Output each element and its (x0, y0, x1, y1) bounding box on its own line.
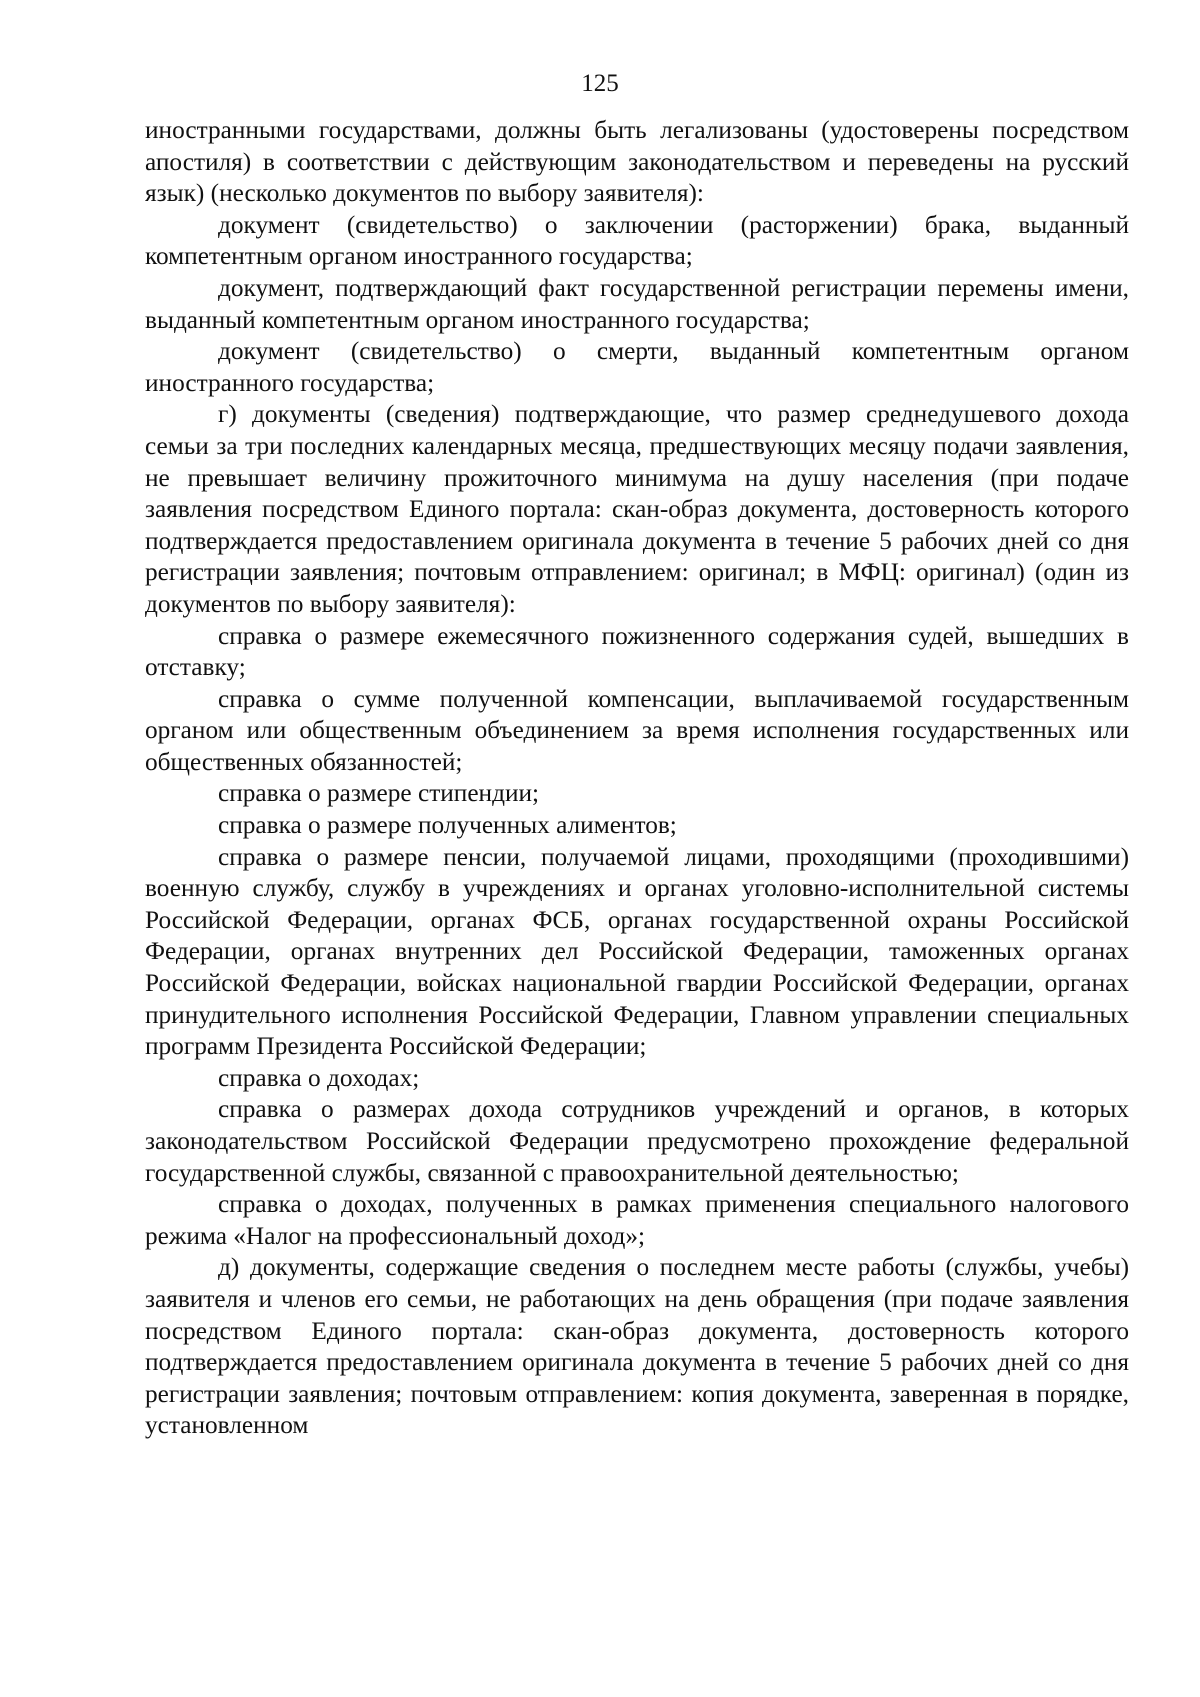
paragraph: г) документы (сведения) подтверждающие, что размер среднедушевого дохода семьи за три последних календарных месяца, предшествующих месяцу подачи заявления, не превышает величину прожиточного минимума на душу населения (при подаче заявления посредством Единого портала: скан-образ документа, достоверность которого подтверждается предоставлением оригинала документа в течение 5 рабочих дней со дня регистрации заявления; почтовым отправлением: оригинал; в МФЦ: оригинал) (один из документов по выбору заявителя): (145, 400, 1129, 618)
paragraph: справка о размере пенсии, получаемой лицами, проходящими (проходившими) военную службу, службу в учреждениях и органах уголовно-исполнительной системы Российской Федерации, органах ФСБ, органах государственной охраны Российской Федерации, органах внутренних дел Российской Федерации, таможенных органах Российской Федерации, войсках национальной гвардии Российской Федерации, органах принудительного исполнения Российской Федерации, Главном управлении специальных программ Президента Российской Федерации; (145, 842, 1129, 1061)
paragraph: д) документы, содержащие сведения о последнем месте работы (службы, учебы) заявителя и членов его семьи, не работающих на день обращения (при подаче заявления посредством Единого портала: скан-образ документа, достоверность которого подтверждается предоставлением оригинала документа в течение 5 рабочих дней со дня регистрации заявления; почтовым отправлением: копия документа, заверенная в порядке, установленном (145, 1253, 1129, 1440)
paragraph: справка о размере стипендии; (218, 779, 540, 808)
paragraph: иностранными государствами, должны быть легализованы (удостоверены посредством апостиля) в соответствии с действующим законодательством и переведены на русский язык) (несколько документов по выбору заявителя): (145, 116, 1129, 208)
paragraph: документ (свидетельство) о заключении (расторжении) брака, выданный компетентным органом иностранного государства; (145, 210, 1129, 271)
paragraph: справка о размере полученных алиментов; (218, 811, 677, 840)
paragraph: справка о размере ежемесячного пожизненного содержания судей, вышедших в отставку; (145, 621, 1129, 682)
paragraph: справка о доходах; (218, 1063, 420, 1092)
paragraph: документ (свидетельство) о смерти, выданный компетентным органом иностранного государства; (145, 337, 1129, 397)
page-number: 125 (581, 70, 619, 97)
paragraph: справка о доходах, полученных в рамках применения специального налогового режима «Налог на профессиональный доход»; (145, 1190, 1129, 1250)
paragraph: справка о размерах дохода сотрудников учреждений и органов, в которых законодательством Российской Федерации предусмотрено прохождение федеральной государственной службы, связанной с правоохранительной деятельностью; (145, 1095, 1129, 1187)
paragraph: справка о сумме полученной компенсации, выплачиваемой государственным органом или общественным объединением за время исполнения государственных или общественных обязанностей; (145, 684, 1129, 776)
document-body (145, 115, 1129, 1442)
paragraph: документ, подтверждающий факт государственной регистрации перемены имени, выданный компетентным органом иностранного государства; (145, 273, 1129, 334)
